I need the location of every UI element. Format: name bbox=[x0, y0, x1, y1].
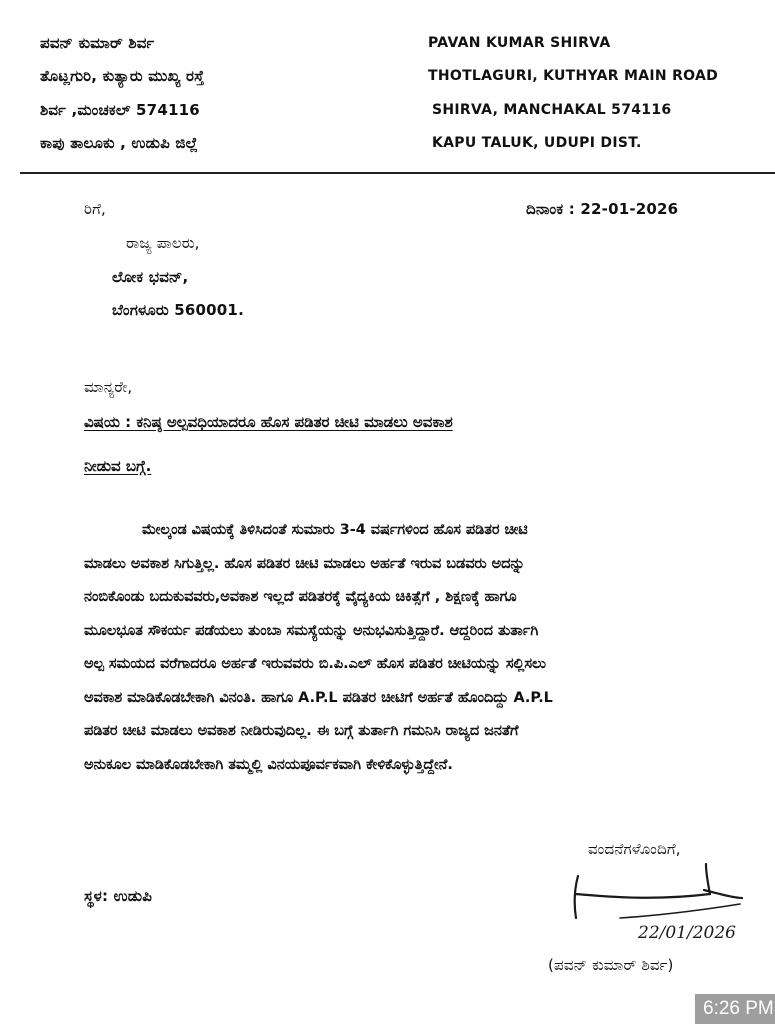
place: ಸ್ಥಳ: ಉಡುಪಿ bbox=[84, 887, 153, 905]
body-line: ನಂಬಿಕೊಂಡು ಬದುಕುವವರು,ಅವಕಾಶ ಇಲ್ಲದೆ ಪಡಿತರಕ್ಕೆ ವೈದ್ಯಕಿಯ ಚಿಕಿತ್ಸೆಗೆ , ಶಿಕ್ಷಣಕ್ಕೆ ಹಾಗೂ bbox=[84, 589, 517, 605]
body-line: ಮೇಲ್ಕಂಡ ವಿಷಯಕ್ಕೆ ತಿಳಿಸಿದಂತೆ ಸುಮಾರು 3-4 ವರ್ಷಗಳಿಂದ ಹೊಸ ಪಡಿತರ ಚೀಟಿ bbox=[142, 522, 528, 538]
letterhead-address1-en: THOTLAGURI, KUTHYAR MAIN ROAD bbox=[428, 68, 719, 84]
letterhead-address2-en: SHIRVA, MANCHAKAL 574116 bbox=[432, 102, 672, 118]
letterhead-name-en: PAVAN KUMAR SHIRVA bbox=[428, 35, 611, 51]
recipient-line1: ರಾಜ್ಯ ಪಾಲರು, bbox=[126, 234, 200, 252]
signature bbox=[560, 860, 760, 950]
body-paragraph bbox=[84, 518, 724, 786]
closing: ವಂದನೆಗಳೊಂದಿಗೆ, bbox=[588, 840, 681, 858]
status-time: 6:26 PM bbox=[695, 994, 775, 1024]
to-label: ರಿಗೆ, bbox=[84, 200, 107, 218]
letterhead-address1-kn: ತೊಟ್ಲಗುರಿ, ಕುತ್ಯಾರು ಮುಖ್ಯ ರಸ್ತೆ bbox=[40, 67, 205, 85]
recipient-line3: ಬೆಂಗಳೂರು 560001. bbox=[112, 301, 244, 319]
header-divider bbox=[20, 172, 775, 174]
letterhead-address3-en: KAPU TALUK, UDUPI DIST. bbox=[432, 135, 642, 151]
body-line: ಮೂಲಭೂತ ಸೌಕರ್ಯ ಪಡೆಯಲು ತುಂಬಾ ಸಮಸ್ಯೆಯನ್ನು ಅನುಭವಿಸುತ್ತಿದ್ದಾರೆ. ಆದ್ದರಿಂದ ತುರ್ತಾಗಿ bbox=[84, 622, 539, 639]
date-line: ದಿನಾಂಕ : 22-01-2026 bbox=[526, 200, 679, 218]
subject-line2: ನೀಡುವ ಬಗ್ಗೆ. bbox=[84, 457, 152, 475]
letterhead-address3-kn: ಕಾಪು ತಾಲೂಕು , ಉಡುಪಿ ಜಿಲ್ಲೆ bbox=[40, 134, 198, 152]
signature-date: 22/01/2026 bbox=[638, 923, 736, 943]
letterhead-name-kn: ಪವನ್ ಕುಮಾರ್ ಶಿರ್ವ bbox=[40, 34, 155, 52]
salutation: ಮಾನ್ಯರೇ, bbox=[84, 378, 133, 396]
body-line: ಅಲ್ಪ ಸಮಯದ ವರೆಗಾದರೂ ಅರ್ಹತೆ ಇರುವವರು ಬಿ.ಪಿ.ಎಲ್ ಹೊಸ ಪಡಿತರ ಚೀಟಿಯನ್ನು ಸಲ್ಲಿಸಲು bbox=[84, 656, 546, 672]
body-line: ಅವಕಾಶ ಮಾಡಿಕೊಡಬೇಕಾಗಿ ವಿನಂತಿ. ಹಾಗೂ A.P.L ಪಡಿತರ ಚೀಟಿಗೆ ಅರ್ಹತೆ ಹೊಂದಿದ್ದು A.P.L bbox=[84, 689, 553, 706]
body-line: ಪಡಿತರ ಚೀಟಿ ಮಾಡಲು ಅವಕಾಶ ನೀಡಿರುವುದಿಲ್ಲ. ಈ ಬಗ್ಗೆ ತುರ್ತಾಗಿ ಗಮನಿಸಿ ರಾಜ್ಯದ ಜನತೆಗೆ bbox=[84, 723, 519, 739]
signature-scribble-icon bbox=[560, 860, 760, 950]
signatory-name: (ಪವನ್ ಕುಮಾರ್ ಶಿರ್ವ) bbox=[548, 956, 674, 974]
recipient-line2: ಲೋಕ ಭವನ್, bbox=[112, 268, 189, 286]
subject-line1: ವಿಷಯ : ಕನಿಷ್ಠ ಅಲ್ಪವಧಿಯಾದರೂ ಹೊಸ ಪಡಿತರ ಚೀಟಿ ಮಾಡಲು ಅವಕಾಶ bbox=[84, 413, 453, 431]
body-line: ಅನುಕೂಲ ಮಾಡಿಕೊಡಬೇಕಾಗಿ ತಮ್ಮಲ್ಲಿ ವಿನಯಪೂರ್ವಕವಾಗಿ ಕೇಳಿಕೊಳ್ಳುತ್ತಿದ್ದೇನೆ. bbox=[84, 756, 453, 773]
body-line: ಮಾಡಲು ಅವಕಾಶ ಸಿಗುತ್ತಿಲ್ಲ. ಹೊಸ ಪಡಿತರ ಚೀಟಿ ಮಾಡಲು ಅರ್ಹತೆ ಇರುವ ಬಡವರು ಅದನ್ನು bbox=[84, 555, 525, 572]
letterhead-address2-kn: ಶಿರ್ವ ,ಮಂಚಕಲ್ 574116 bbox=[40, 101, 200, 119]
